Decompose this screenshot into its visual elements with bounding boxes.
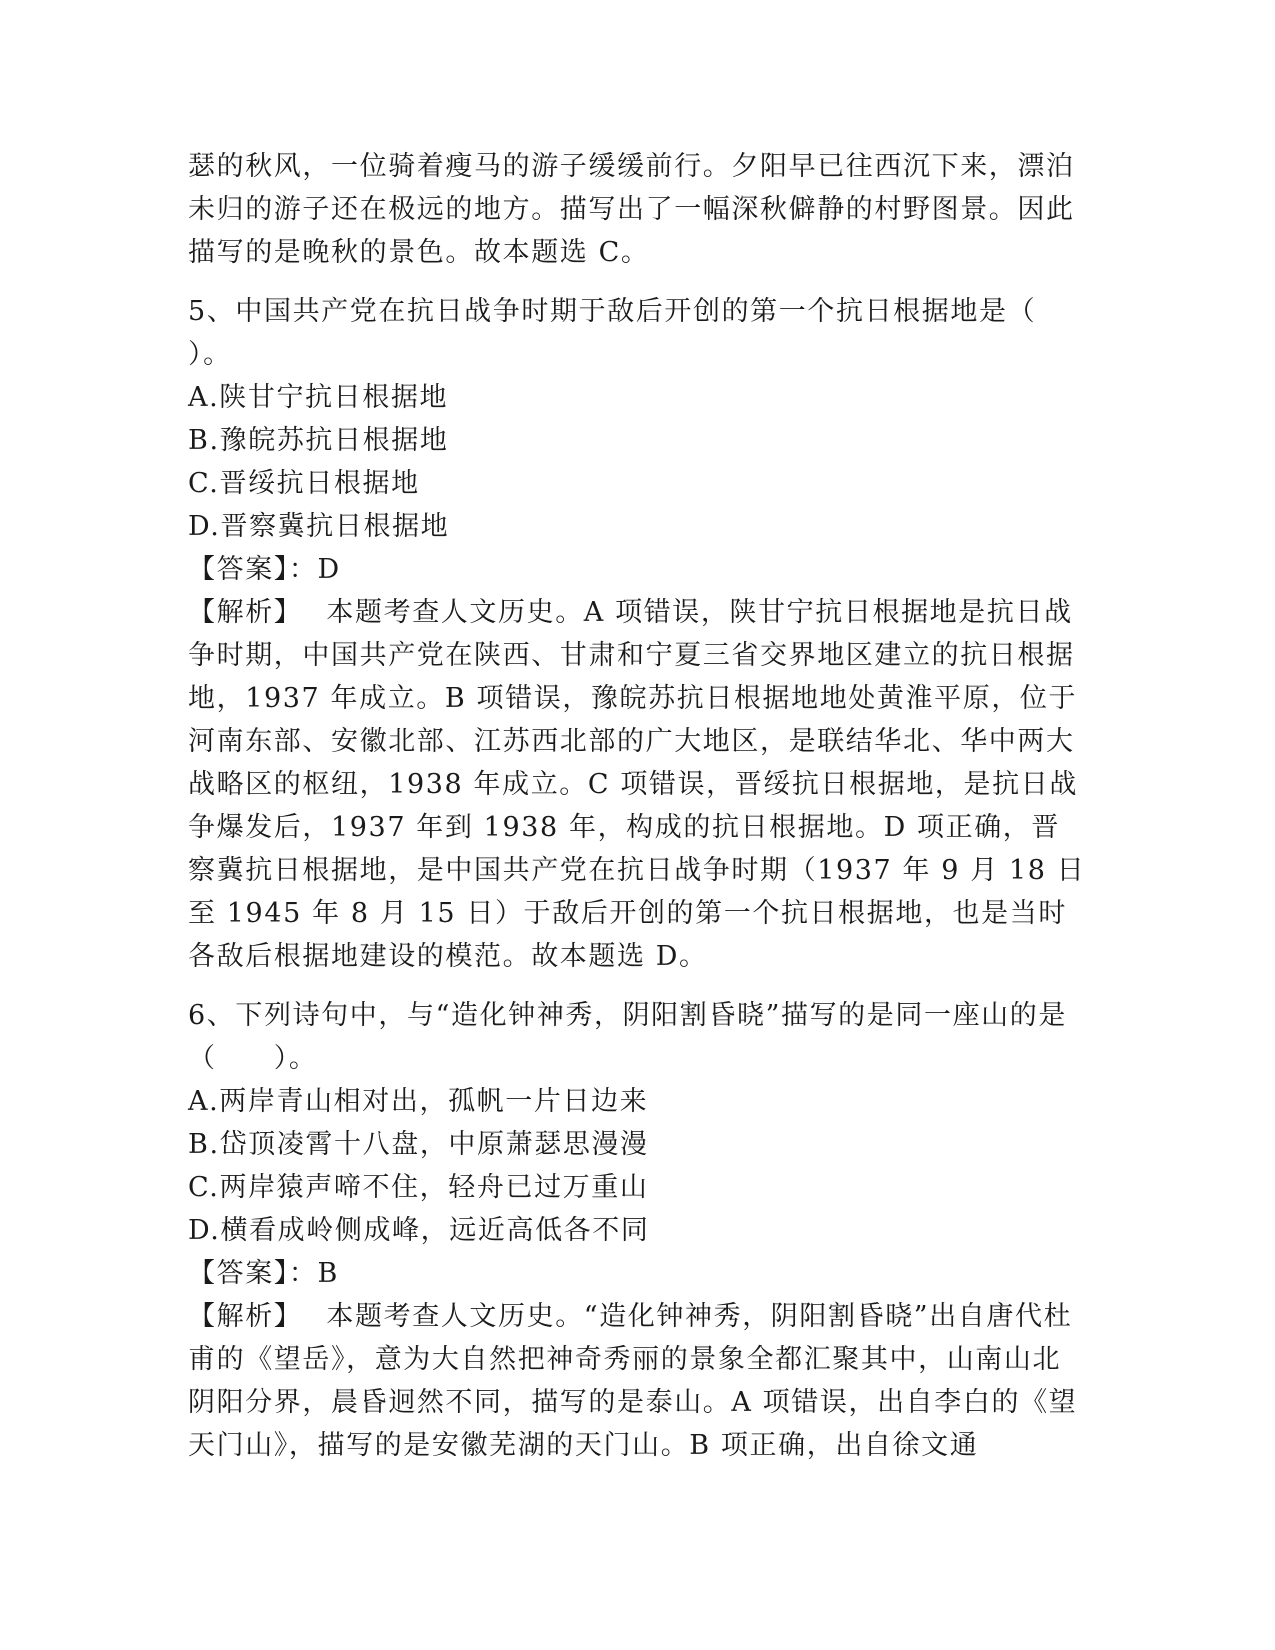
- question-6-analysis-label: 【解析】: [188, 1301, 303, 1332]
- question-6-option-a: A.两岸青山相对出，孤帆一片日边来: [188, 1086, 649, 1117]
- question-5: [188, 290, 1088, 978]
- question-5-option-d: D.晋察冀抗日根据地: [188, 511, 450, 542]
- question-6-analysis: [188, 1295, 1088, 1467]
- question-6-option-d: D.横看成岭侧成峰，远近高低各不同: [188, 1215, 650, 1246]
- question-5-answer: 【答案】：D: [188, 554, 341, 585]
- question-5-analysis: [188, 591, 1088, 978]
- question-5-analysis-label: 【解析】: [188, 597, 303, 628]
- question-5-option-b: B.豫皖苏抗日根据地: [188, 425, 449, 456]
- question-5-analysis-text: 本题考查人文历史。A 项错误，陕甘宁抗日根据地是抗日战争时期，中国共产党在陕西、甘肃和宁夏三省交界地区建立的抗日根据地，1937 年成立。B 项错误，豫皖苏抗日根据地地处黄淮平原，位于河南东部、安徽北部、江苏西北部的广大地区，是联结华北、华中两大战略区的枢纽，1938 年成立。C 项错误，晋绥抗日根据地，是抗日战争爆发后，1937 年到 1938 年，构成的抗日根据地。D 项正确，晋察冀抗日根据地，是中国共产党在抗日战争时期（1937 年 9 月 18 日至 1945 年 8 月 15 日）于敌后开创的第一个抗日根据地，也是当时各敌后根据地建设的模范。故本题选 D。: [188, 597, 1086, 972]
- question-6: [188, 994, 1088, 1467]
- previous-analysis-continuation: 瑟的秋风，一位骑着瘦马的游子缓缓前行。夕阳早已往西沉下来，漂泊未归的游子还在极远的地方。描写出了一幅深秋僻静的村野图景。因此描写的是晚秋的景色。故本题选 C。: [188, 151, 1075, 268]
- question-6-stem: 6、下列诗句中，与“造化钟神秀，阴阳割昏晓”描写的是同一座山的是（ ）。: [188, 1000, 1067, 1074]
- question-5-option-c: C.晋绥抗日根据地: [188, 468, 420, 499]
- question-6-answer: 【答案】：B: [188, 1258, 339, 1289]
- document-body: [188, 145, 1088, 1467]
- question-6-analysis-text: 本题考查人文历史。“造化钟神秀，阴阳割昏晓”出自唐代杜甫的《望岳》，意为大自然把神奇秀丽的景象全都汇聚其中，山南山北阴阳分界，晨昏迥然不同，描写的是泰山。A 项错误，出自李白的《望天门山》，描写的是安徽芜湖的天门山。B 项正确，出自徐文通: [188, 1301, 1078, 1461]
- question-5-stem: 5、中国共产党在抗日战争时期于敌后开创的第一个抗日根据地是（ ）。: [188, 296, 1037, 370]
- question-6-option-b: B.岱顶凌霄十八盘，中原萧瑟思漫漫: [188, 1129, 649, 1160]
- question-5-option-a: A.陕甘宁抗日根据地: [188, 382, 449, 413]
- question-6-option-c: C.两岸猿声啼不住，轻舟已过万重山: [188, 1172, 649, 1203]
